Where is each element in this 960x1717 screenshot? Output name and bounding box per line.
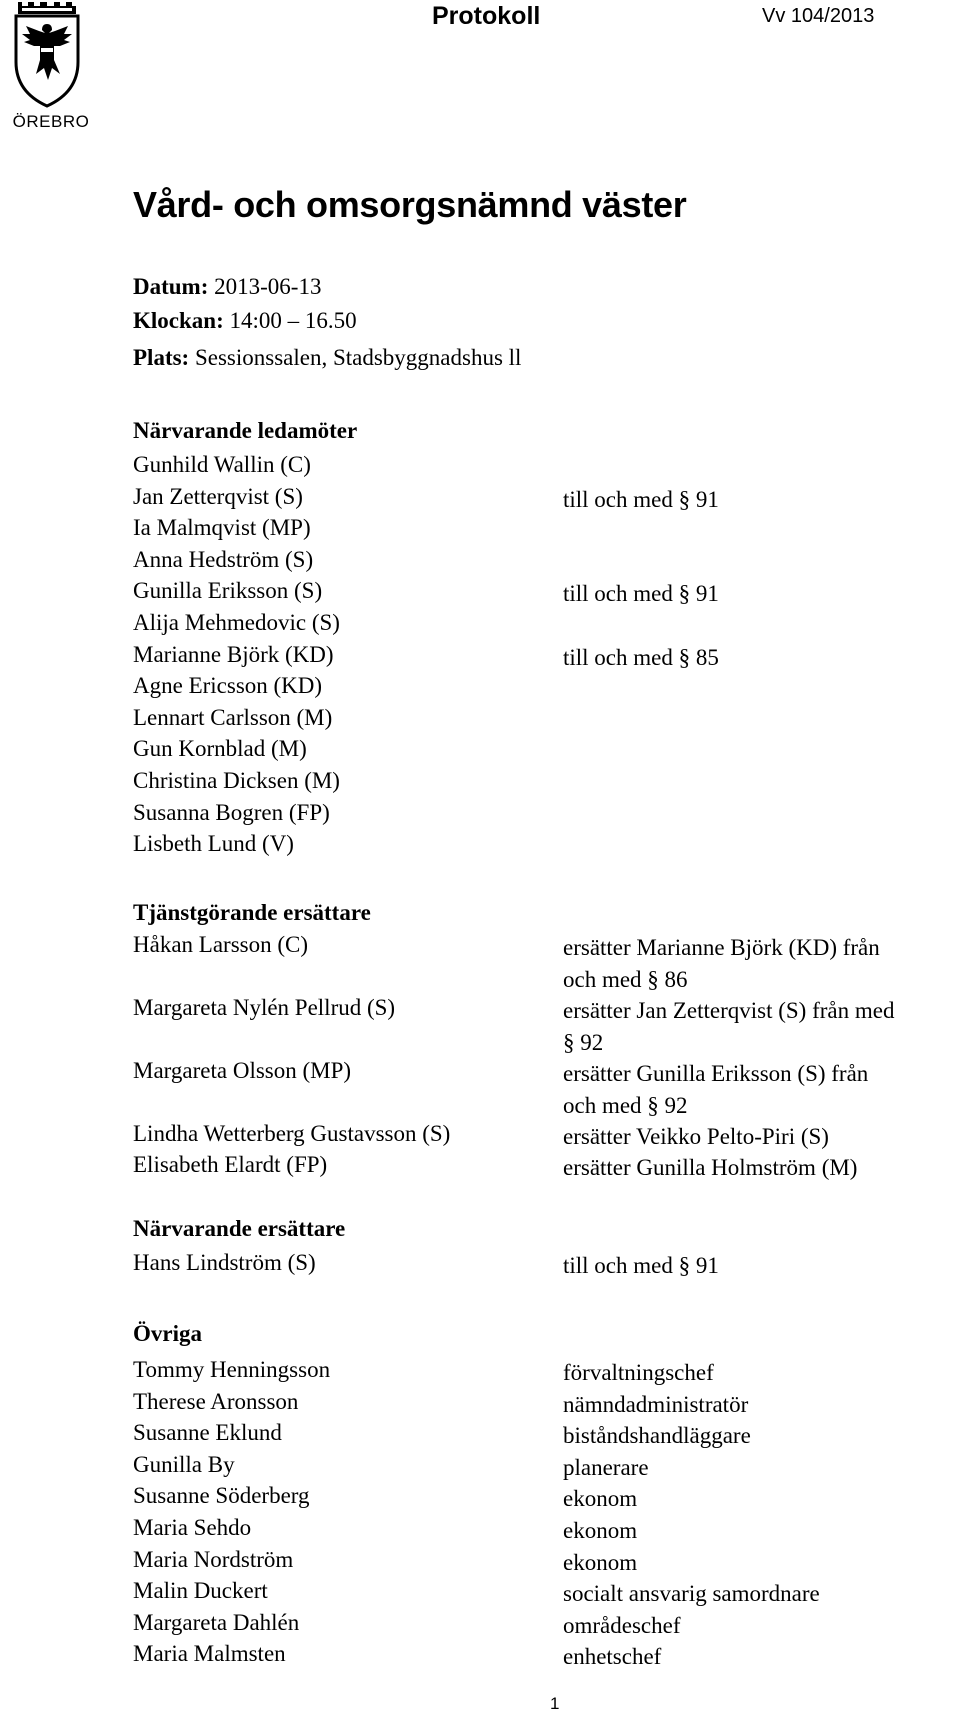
serving-substitute-line2: och med § 86 bbox=[563, 966, 688, 992]
member-name: Susanna Bogren (FP) bbox=[133, 799, 330, 825]
document-reference: Vv 104/2013 bbox=[762, 5, 875, 27]
date-label: Datum: bbox=[133, 274, 209, 299]
other-participant-role: nämndadministratör bbox=[563, 1391, 749, 1417]
other-participant-role: ekonom bbox=[563, 1549, 638, 1575]
section-heading-serving-substitutes: Tjänstgörande ersättare bbox=[133, 900, 371, 925]
member-name: Marianne Björk (KD) bbox=[133, 641, 334, 667]
section-heading-others: Övriga bbox=[133, 1321, 202, 1346]
other-participant-role: enhetschef bbox=[563, 1644, 662, 1670]
other-participant-name: Maria Nordström bbox=[133, 1546, 294, 1572]
member-name: Gun Kornblad (M) bbox=[133, 736, 307, 762]
serving-substitute-name: Elisabeth Elardt (FP) bbox=[133, 1152, 328, 1177]
other-participant-role: biståndshandläggare bbox=[563, 1423, 751, 1449]
member-name: Anna Hedström (S) bbox=[133, 546, 314, 572]
section-heading-substitutes: Närvarande ersättare bbox=[133, 1216, 346, 1241]
serving-substitute-name: Håkan Larsson (C) bbox=[133, 932, 309, 957]
other-participant-name: Susanne Eklund bbox=[133, 1420, 282, 1446]
other-participant-role: förvaltningschef bbox=[563, 1360, 714, 1385]
other-participant-name: Tommy Henningsson bbox=[133, 1357, 331, 1382]
other-participant-name: Margareta Dahlén bbox=[133, 1609, 300, 1635]
other-participant-role: ekonom bbox=[563, 1518, 638, 1543]
member-name: Lisbeth Lund (V) bbox=[133, 831, 294, 857]
serving-substitute-name: Margareta Nylén Pellrud (S) bbox=[133, 995, 396, 1020]
serving-substitute-line1: ersätter Gunilla Eriksson (S) från bbox=[563, 1061, 869, 1086]
member-name: Lennart Carlsson (M) bbox=[133, 704, 333, 730]
member-name: Christina Dicksen (M) bbox=[133, 768, 340, 793]
other-participant-name: Therese Aronsson bbox=[133, 1388, 299, 1414]
serving-substitute-line1: ersätter Jan Zetterqvist (S) från med bbox=[563, 998, 895, 1023]
serving-substitute-name: Margareta Olsson (MP) bbox=[133, 1058, 352, 1083]
member-note: till och med § 85 bbox=[563, 644, 719, 670]
other-participant-role: ekonom bbox=[563, 1486, 638, 1512]
other-participant-name: Maria Sehdo bbox=[133, 1515, 252, 1540]
time-label: Klockan: bbox=[133, 308, 224, 333]
orebro-logo bbox=[8, 0, 90, 140]
other-participant-name: Susanne Söderberg bbox=[133, 1483, 310, 1509]
serving-substitute-line2: och med § 92 bbox=[563, 1092, 688, 1118]
section-heading-members: Närvarande ledamöter bbox=[133, 418, 358, 443]
meeting-time bbox=[133, 308, 357, 334]
member-name: Gunhild Wallin (C) bbox=[133, 452, 311, 477]
other-participant-name: Malin Duckert bbox=[133, 1578, 268, 1604]
serving-substitute-line1: ersätter Gunilla Holmström (M) bbox=[563, 1155, 858, 1180]
page-number: 1 bbox=[550, 1694, 560, 1713]
time-value: 14:00 – 16.50 bbox=[229, 308, 357, 333]
coat-of-arms-icon bbox=[8, 0, 86, 112]
place-label: Plats: bbox=[133, 345, 190, 370]
serving-substitute-name: Lindha Wetterberg Gustavsson (S) bbox=[133, 1121, 451, 1146]
meeting-date bbox=[133, 274, 321, 300]
page-title: Vård- och omsorgsnämnd väster bbox=[133, 184, 687, 225]
serving-substitute-line2: § 92 bbox=[563, 1029, 604, 1055]
member-name: Alija Mehmedovic (S) bbox=[133, 610, 340, 635]
document-type: Protokoll bbox=[432, 2, 541, 30]
other-participant-name: Maria Malmsten bbox=[133, 1641, 286, 1667]
member-name: Jan Zetterqvist (S) bbox=[133, 483, 303, 509]
other-participant-name: Gunilla By bbox=[133, 1451, 235, 1477]
other-participant-role: planerare bbox=[563, 1454, 649, 1480]
logo-wordmark: ÖREBRO bbox=[12, 112, 90, 131]
substitute-name: Hans Lindström (S) bbox=[133, 1250, 316, 1275]
member-name: Ia Malmqvist (MP) bbox=[133, 515, 311, 541]
meeting-place bbox=[133, 345, 521, 371]
other-participant-role: socialt ansvarig samordnare bbox=[563, 1581, 820, 1607]
member-name: Agne Ericsson (KD) bbox=[133, 673, 323, 699]
place-value: Sessionssalen, Stadsbyggnadshus ll bbox=[194, 345, 522, 370]
member-note: till och med § 91 bbox=[563, 486, 719, 512]
substitute-note: till och med § 91 bbox=[563, 1253, 719, 1278]
member-name: Gunilla Eriksson (S) bbox=[133, 578, 323, 604]
other-participant-role: områdeschef bbox=[563, 1612, 681, 1638]
serving-substitute-line1: ersätter Marianne Björk (KD) från bbox=[563, 935, 880, 960]
member-note: till och med § 91 bbox=[563, 581, 719, 607]
serving-substitute-line1: ersätter Veikko Pelto-Piri (S) bbox=[563, 1124, 829, 1149]
date-value: 2013-06-13 bbox=[214, 274, 322, 299]
